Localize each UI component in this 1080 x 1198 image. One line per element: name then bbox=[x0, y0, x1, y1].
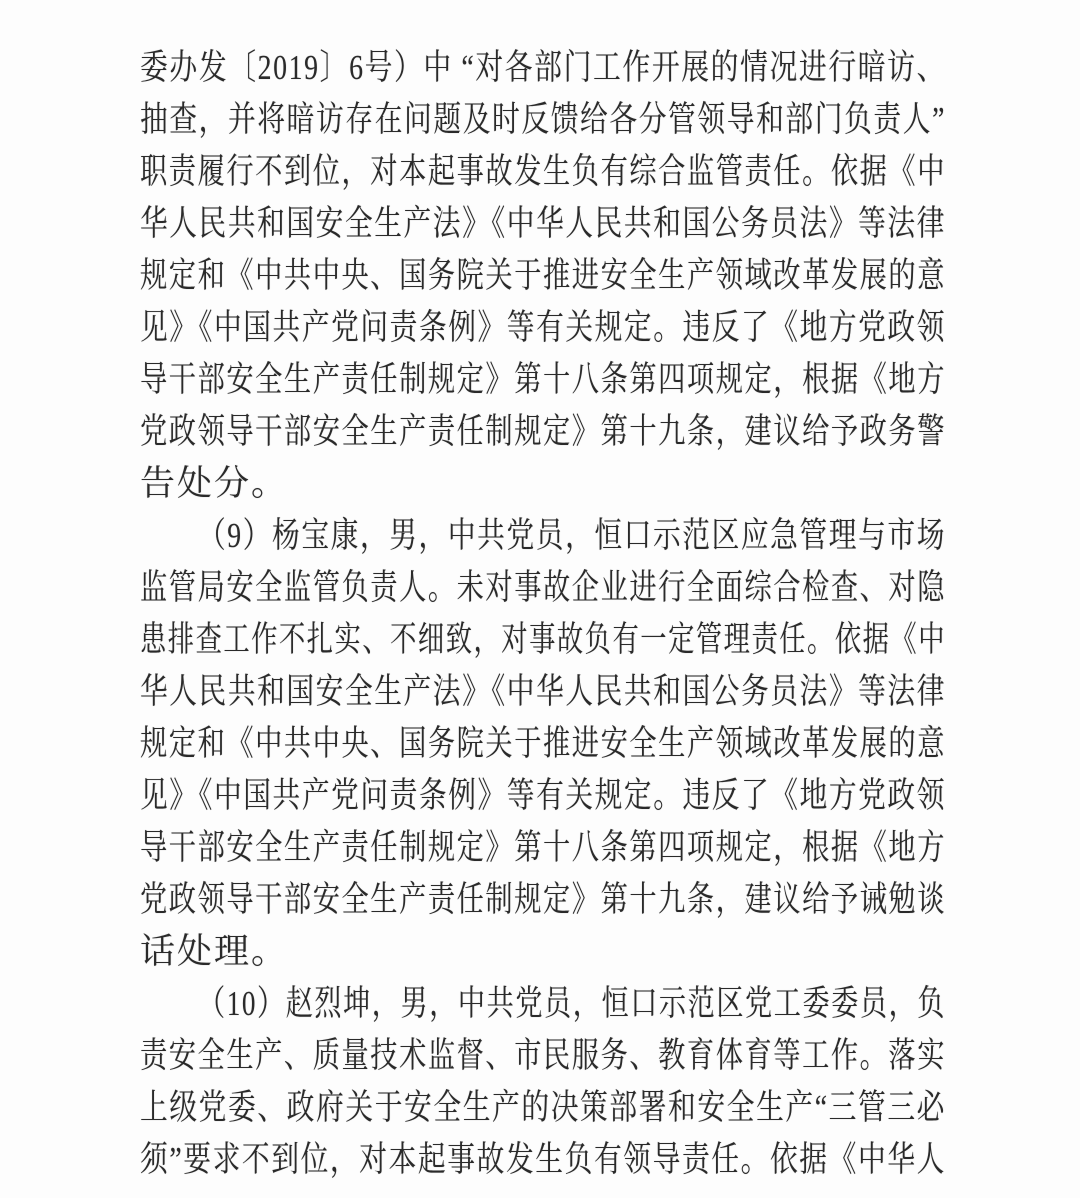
text-line bbox=[140, 822, 946, 874]
text-line-content: 委办发〔2019〕6号）中 “对各部门工作开展的情况进行暗访、 bbox=[140, 48, 946, 87]
text-line-content: 抽查，并将暗访存在问题及时反馈给各分管领导和部门负责人” bbox=[140, 100, 946, 139]
text-line bbox=[140, 978, 946, 1030]
text-line bbox=[140, 250, 946, 302]
text-line-content: 规定和《中共中央、国务院关于推进安全生产领域改革发展的意 bbox=[140, 256, 946, 295]
text-line-content: 党政领导干部安全生产责任制规定》第十九条，建议给予政务警 bbox=[140, 412, 946, 451]
text-line-content: （9）杨宝康，男，中共党员，恒口示范区应急管理与市场 bbox=[198, 516, 946, 555]
text-line-content: 上级党委、政府关于安全生产的决策部署和安全生产“三管三必 bbox=[140, 1088, 946, 1127]
text-line bbox=[140, 562, 946, 614]
text-line bbox=[140, 666, 946, 718]
text-line bbox=[140, 94, 946, 146]
text-line-content: 规定和《中共中央、国务院关于推进安全生产领域改革发展的意 bbox=[140, 724, 946, 763]
text-line bbox=[140, 42, 946, 94]
text-line-content: 华人民共和国安全生产法》《中华人民共和国公务员法》等法律 bbox=[140, 204, 946, 243]
text-line bbox=[140, 1134, 946, 1186]
text-line bbox=[140, 354, 946, 406]
text-line-content: 话处理。 bbox=[140, 932, 289, 971]
text-line bbox=[140, 1082, 946, 1134]
text-line-content: 华人民共和国安全生产法》《中华人民共和国公务员法》等法律 bbox=[140, 672, 946, 711]
text-line bbox=[140, 926, 946, 978]
text-line-content: 导干部安全生产责任制规定》第十八条第四项规定，根据《地方 bbox=[140, 360, 946, 399]
text-line-content: 责安全生产、质量技术监督、市民服务、教育体育等工作。落实 bbox=[140, 1036, 946, 1075]
text-line bbox=[140, 146, 946, 198]
document-text bbox=[140, 42, 946, 1186]
text-line bbox=[140, 406, 946, 458]
text-line bbox=[140, 458, 946, 510]
text-line-content: 监管局安全监管负责人。未对事故企业进行全面综合检查、对隐 bbox=[140, 568, 946, 607]
text-line-content: 见》《中国共产党问责条例》等有关规定。违反了《地方党政领 bbox=[140, 776, 946, 815]
text-line-content: 患排查工作不扎实、不细致，对事故负有一定管理责任。依据《中 bbox=[140, 620, 946, 659]
text-line bbox=[140, 874, 946, 926]
text-line-content: 职责履行不到位，对本起事故发生负有综合监管责任。依据《中 bbox=[140, 152, 946, 191]
text-line bbox=[140, 614, 946, 666]
text-line-content: 须”要求不到位，对本起事故发生负有领导责任。依据《中华人 bbox=[140, 1140, 946, 1179]
text-line-content: 党政领导干部安全生产责任制规定》第十九条，建议给予诫勉谈 bbox=[140, 880, 946, 919]
text-line-content: 告处分。 bbox=[140, 464, 289, 503]
text-line bbox=[140, 1030, 946, 1082]
text-line bbox=[140, 718, 946, 770]
text-line bbox=[140, 510, 946, 562]
text-line bbox=[140, 302, 946, 354]
text-line-content: 见》《中国共产党问责条例》等有关规定。违反了《地方党政领 bbox=[140, 308, 946, 347]
text-line-content: 导干部安全生产责任制规定》第十八条第四项规定，根据《地方 bbox=[140, 828, 946, 867]
text-line bbox=[140, 770, 946, 822]
text-line bbox=[140, 198, 946, 250]
text-line-content: （10）赵烈坤，男，中共党员，恒口示范区党工委委员，负 bbox=[198, 984, 946, 1023]
